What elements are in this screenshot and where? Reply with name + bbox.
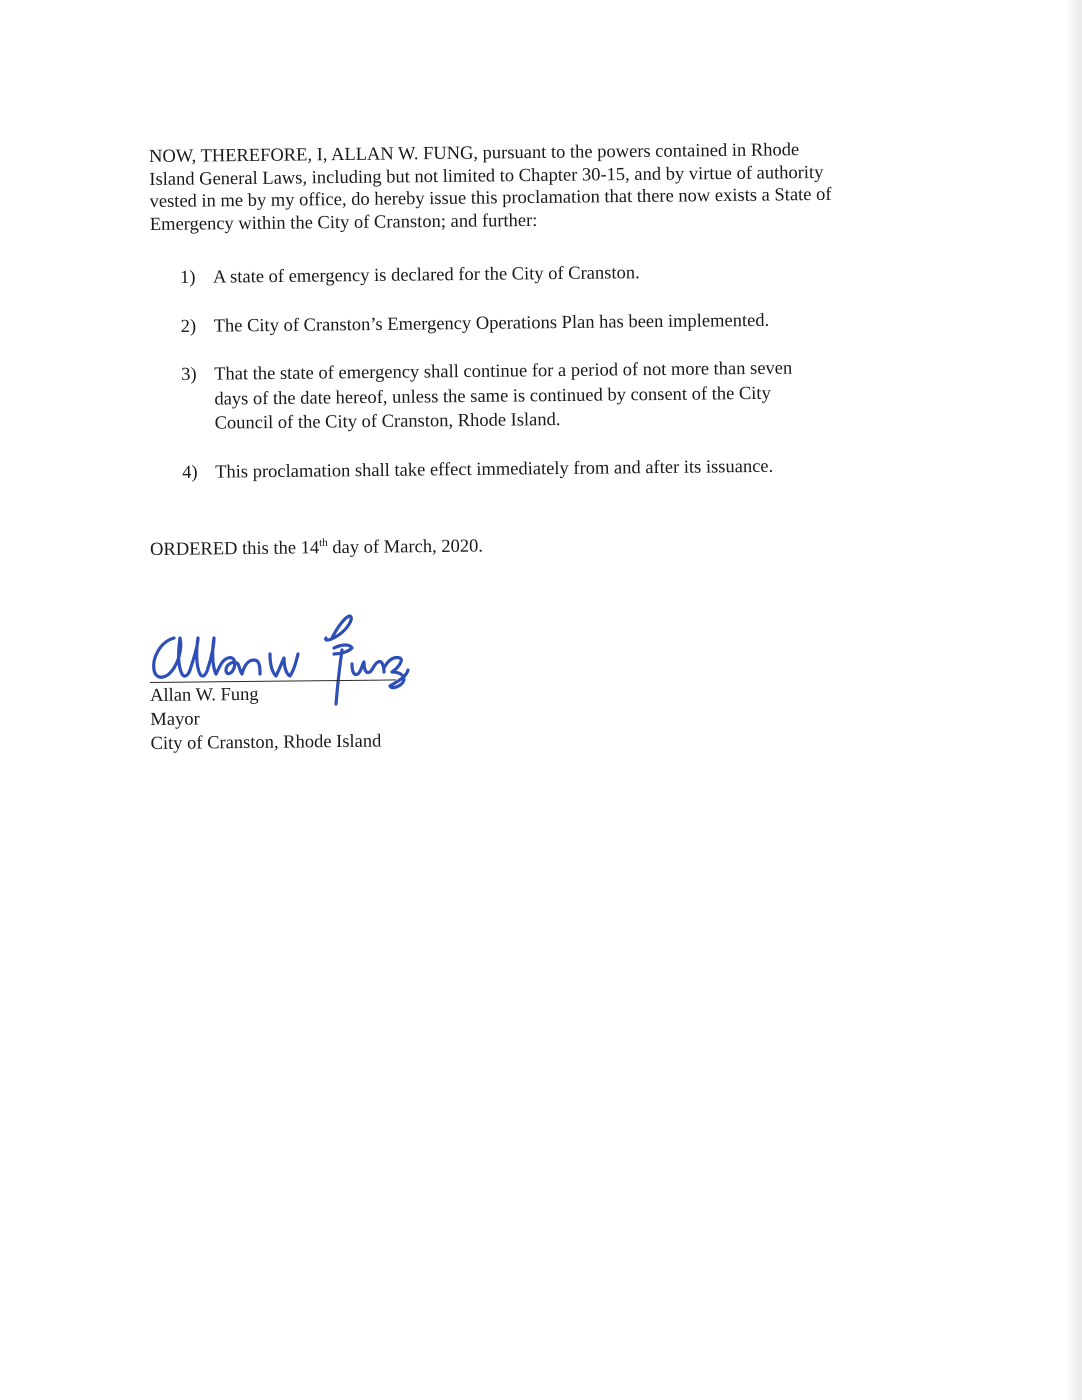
signature-stroke xyxy=(270,654,298,676)
item-line: days of the date hereof, unless the same is continued by consent of the City xyxy=(214,383,771,410)
signer-title: Mayor xyxy=(150,709,200,730)
item-text xyxy=(214,307,901,339)
signature-stroke xyxy=(216,658,260,674)
ordered-date-line xyxy=(150,535,483,562)
ordered-prefix: ORDERED this the 14 xyxy=(150,538,320,560)
item-line: This proclamation shall take effect immediately from and after its issuance. xyxy=(215,456,774,483)
signer-organization: City of Cranston, Rhode Island xyxy=(150,731,382,754)
proclamation-item xyxy=(181,307,901,339)
ordered-ordinal: th xyxy=(319,536,328,550)
item-number: 2) xyxy=(180,316,197,337)
intro-line: Emergency within the City of Cranston; and further: xyxy=(149,210,538,235)
item-line: The City of Cranston’s Emergency Operations Plan has been implemented. xyxy=(213,310,770,337)
proclamation-item xyxy=(181,355,902,436)
item-text xyxy=(214,355,902,436)
item-number: 3) xyxy=(181,364,197,385)
scan-edge-shadow xyxy=(1066,0,1082,1400)
signer-name: Allan W. Fung xyxy=(150,684,259,706)
signer-block xyxy=(150,682,381,756)
signature-stroke xyxy=(352,662,384,675)
signature-stroke xyxy=(384,657,408,687)
item-number: 4) xyxy=(182,462,198,483)
intro-line: NOW, THEREFORE, I, ALLAN W. FUNG, pursuant to the powers contained in Rhode xyxy=(149,140,800,167)
intro-line: vested in me by my office, do hereby issue this proclamation that there now exists a State of xyxy=(149,184,832,212)
signature-stroke xyxy=(326,616,352,640)
proclamation-item xyxy=(180,258,900,290)
intro-line: Island General Laws, including but not limited to Chapter 30-15, and by virtue of authority xyxy=(149,162,824,190)
ordered-suffix: day of March, 2020. xyxy=(327,536,484,559)
item-line: That the state of emergency shall continue for a period of not more than seven xyxy=(214,358,793,385)
proclamation-intro xyxy=(149,138,910,236)
item-line: A state of emergency is declared for the City of Cranston. xyxy=(213,263,640,288)
signature-stroke xyxy=(190,638,216,676)
item-text xyxy=(213,258,900,290)
item-text xyxy=(215,453,902,485)
signature-stroke xyxy=(154,638,190,677)
item-line: Council of the City of Cranston, Rhode Island. xyxy=(214,410,561,434)
proclamation-item xyxy=(182,453,902,485)
item-number: 1) xyxy=(180,267,196,288)
proclamation-items xyxy=(180,258,903,509)
